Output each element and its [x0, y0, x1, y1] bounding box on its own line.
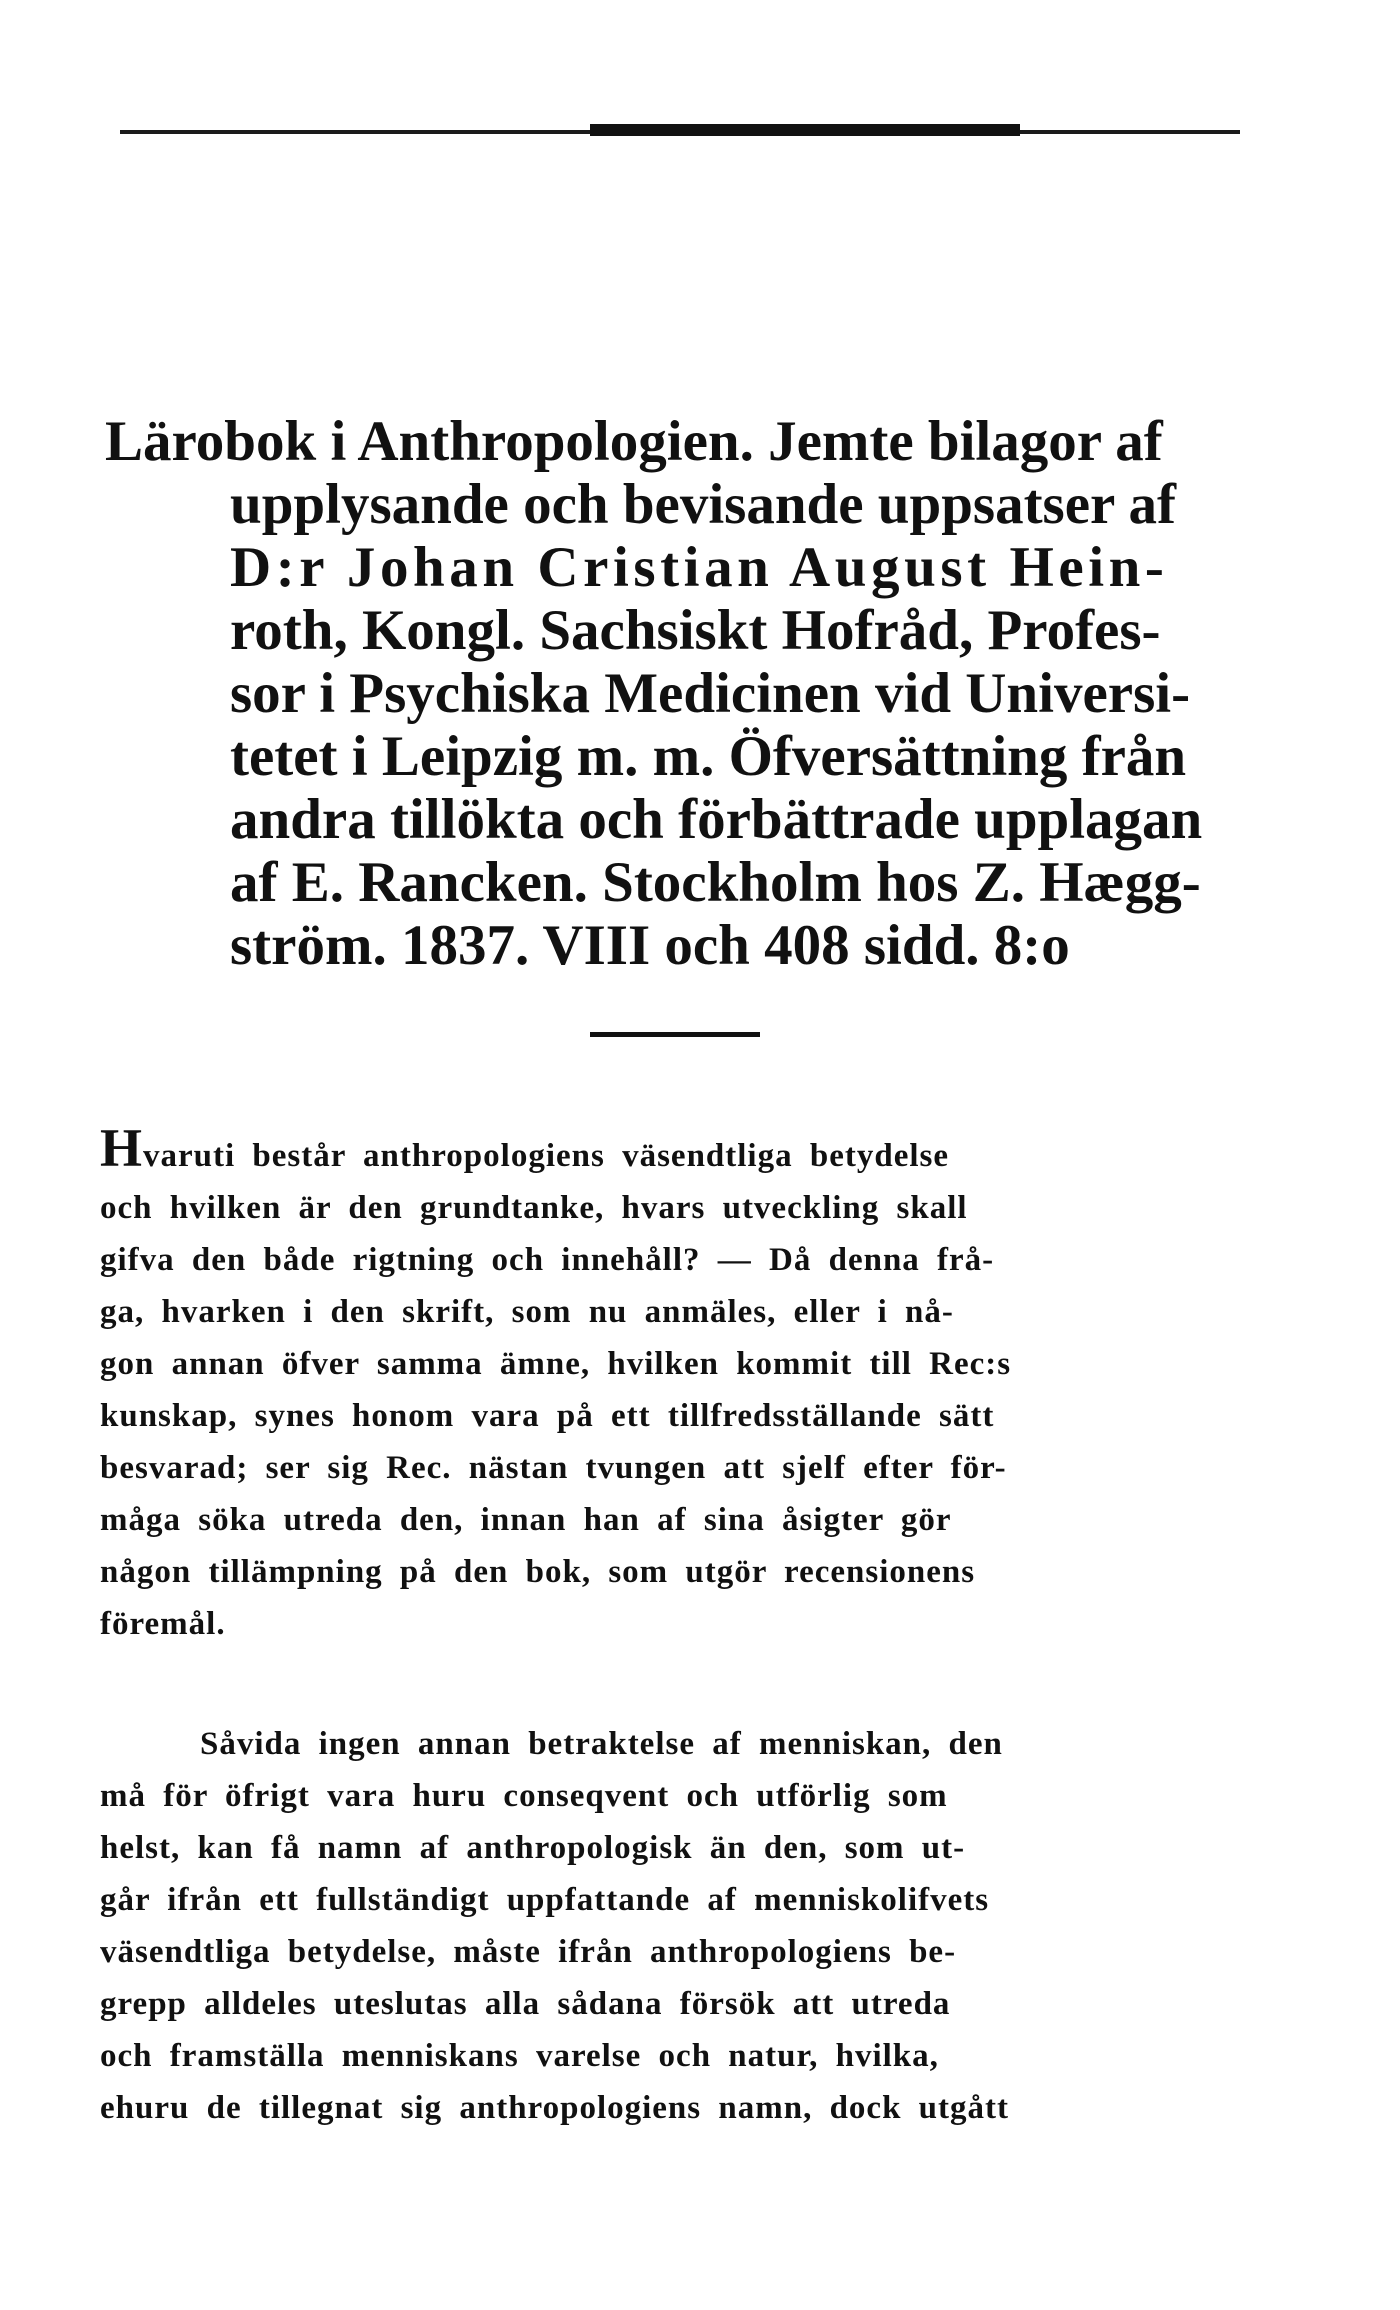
- paragraph-2-line-5: väsendtliga betydelse, måste ifrån anthropologiens be-: [100, 1934, 957, 1970]
- paragraph-1-line-10: föremål.: [100, 1606, 226, 1642]
- dropcap: H: [100, 1118, 144, 1178]
- title-line-4: roth, Kongl. Sachsiskt Hofråd, Profes-: [230, 599, 1161, 662]
- section-divider: [590, 1032, 760, 1037]
- paragraph-2-line-3: helst, kan få namn af anthropologisk än den, som ut-: [100, 1830, 966, 1866]
- title-line-1: Lärobok i Anthropologien. Jemte bilagor af: [105, 410, 1163, 473]
- paragraph-2-line-7: och framställa menniskans varelse och natur, hvilka,: [100, 2038, 939, 2074]
- top-rule-accent: [590, 124, 1020, 136]
- paragraph-1-line-8: måga söka utreda den, innan han af sina åsigter gör: [100, 1502, 952, 1538]
- paragraph-2-line-6: grepp alldeles uteslutas alla sådana försök att utreda: [100, 1986, 951, 2022]
- paragraph-2-line-2: må för öfrigt vara huru conseqvent och utförlig som: [100, 1778, 948, 1814]
- title-line-9: ström. 1837. VIII och 408 sidd. 8:o: [230, 914, 1070, 977]
- paragraph-2-line-8: ehuru de tillegnat sig anthropologiens namn, dock utgått: [100, 2090, 1009, 2126]
- title-line-5: sor i Psychiska Medicinen vid Universi-: [230, 662, 1191, 725]
- paragraph-1-line-1: [100, 1118, 1270, 1182]
- title-line-7: andra tillökta och förbättrade upplagan: [230, 788, 1203, 851]
- title-line-8: af E. Rancken. Stockholm hos Z. Hægg-: [230, 851, 1201, 914]
- paragraph-1-line-3: gifva den både rigtning och innehåll? — Då denna frå-: [100, 1242, 995, 1278]
- paragraph-1-line-6: kunskap, synes honom vara på ett tillfredsställande sätt: [100, 1398, 995, 1434]
- paragraph-1-line-2: och hvilken är den grundtanke, hvars utveckling skall: [100, 1190, 968, 1226]
- paragraph-1-line-5: gon annan öfver samma ämne, hvilken kommit till Rec:s: [100, 1346, 1012, 1382]
- title-line-2: upplysande och bevisande uppsatser af: [230, 473, 1177, 536]
- paragraph-2: [100, 1718, 1270, 2134]
- paragraph-2-line-4: går ifrån ett fullständigt uppfattande af menniskolifvets: [100, 1882, 990, 1918]
- paragraph-1-line-4: ga, hvarken i den skrift, som nu anmäles, eller i nå-: [100, 1294, 954, 1330]
- paragraph-1-line-7: besvarad; ser sig Rec. nästan tvungen att sjelf efter för-: [100, 1450, 1007, 1486]
- paragraph-1-line-1-text: varuti består anthropologiens väsendtliga betydelse: [143, 1138, 950, 1174]
- paragraph-1: [100, 1118, 1270, 1650]
- title-line-6: tetet i Leipzig m. m. Öfversättning från: [230, 725, 1187, 788]
- paragraph-1-line-9: någon tillämpning på den bok, som utgör recensionens: [100, 1554, 976, 1590]
- paragraph-2-line-1: Såvida ingen annan betraktelse af menniskan, den: [200, 1726, 1003, 1762]
- title-line-3: D:r Johan Cristian August Hein-: [230, 536, 1169, 599]
- book-title-entry: [105, 410, 1265, 977]
